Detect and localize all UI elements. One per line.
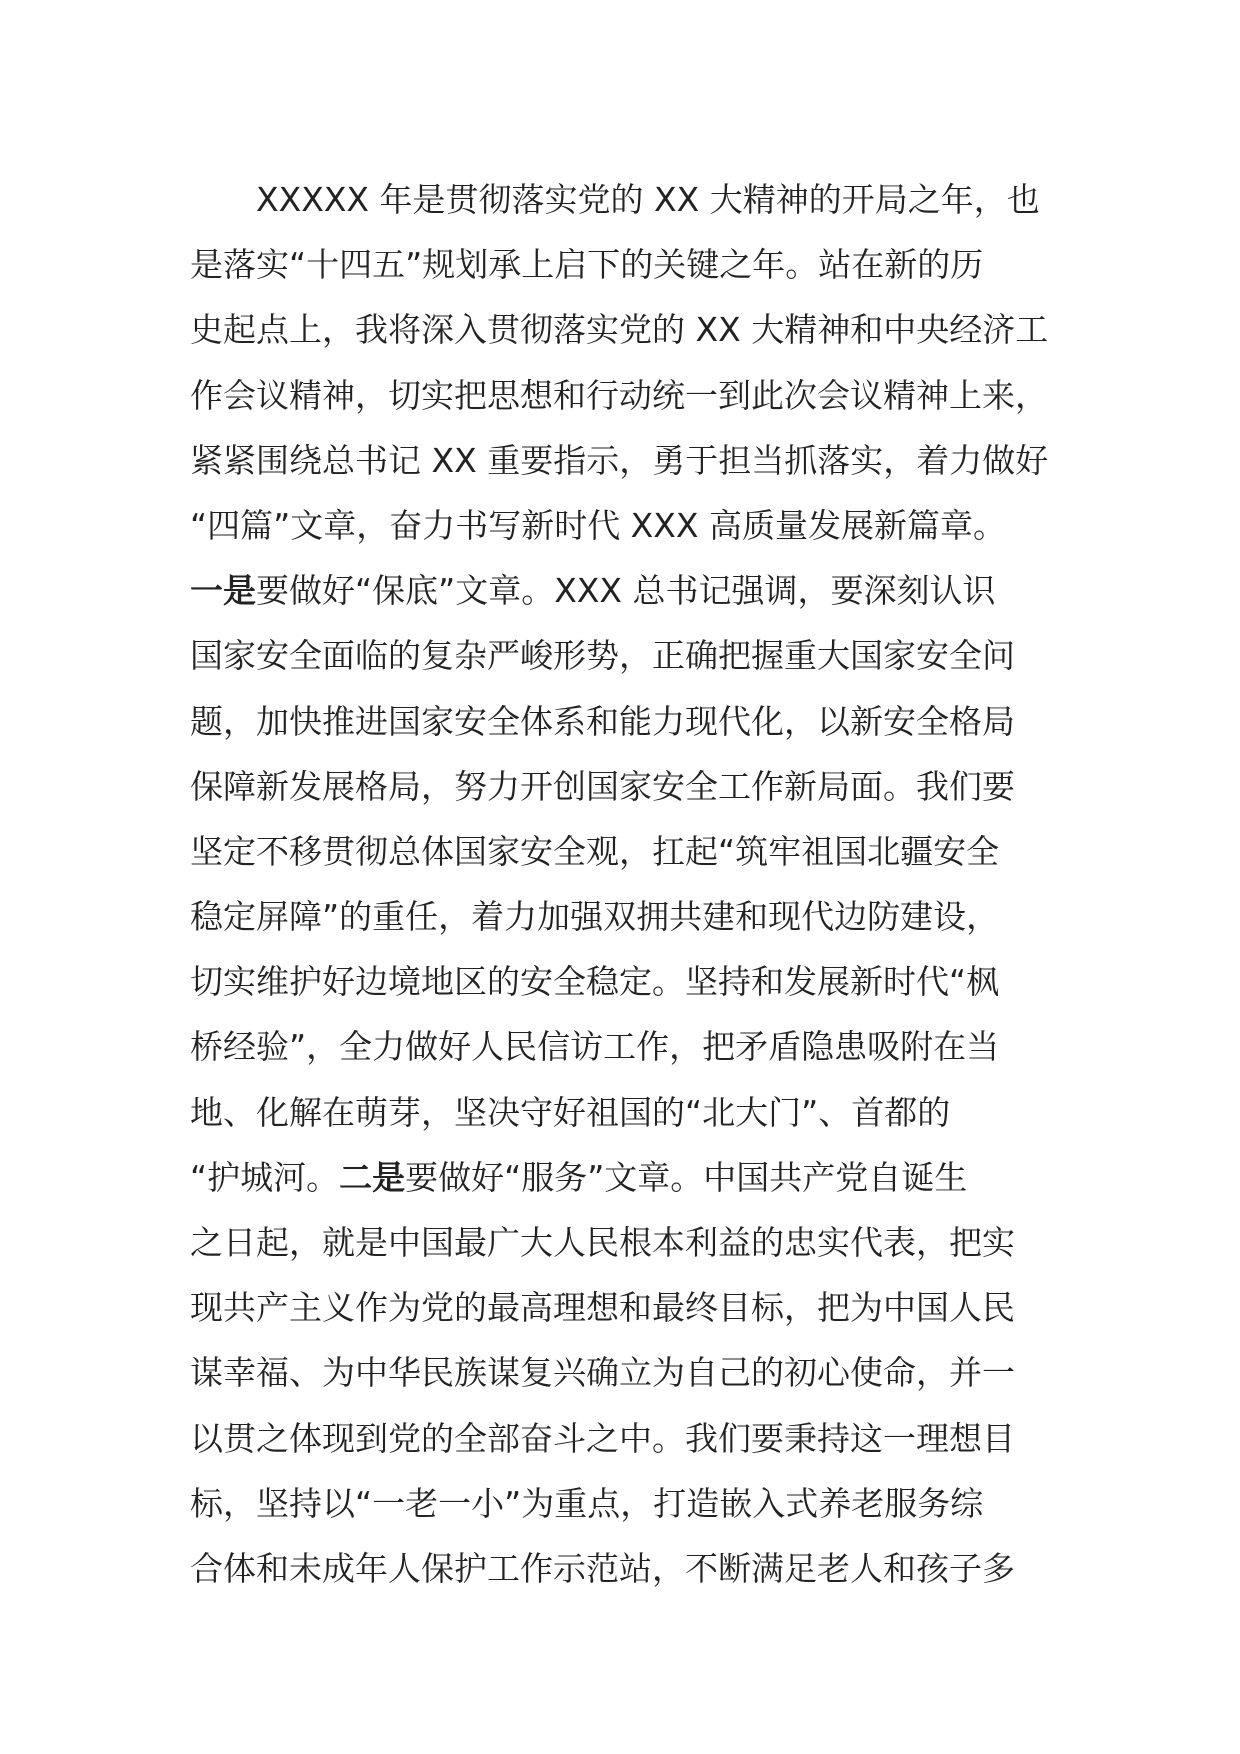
text-line: 保障新发展格局，努力开创国家安全工作新局面。我们要 [190,766,1015,806]
text-line: 是落实“十四五”规划承上启下的关键之年。站在新的历 [190,245,984,285]
text-line-content: 要做好“服务”文章。中国共产党自诞生 [405,1157,968,1197]
point-marker-first: 一是 [190,571,256,611]
text-line: 谋幸福、为中华民族谋复兴确立为自己的初心使命，并一 [190,1353,1015,1393]
text-line: 现共产主义作为党的最高理想和最终目标，把为中国人民 [190,1288,1015,1328]
body-text [190,167,1070,1601]
text-line: 紧紧围绕总书记 XX 重要指示，勇于担当抓落实，着力做好 [190,440,1049,480]
text-line [190,167,1070,232]
text-line: 作会议精神，切实把思想和行动统一到此次会议精神上来， [190,375,1048,415]
text-line: 题，加快推进国家安全体系和能力现代化，以新安全格局 [190,701,1015,741]
text-line: 国家安全面临的复杂严峻形势，正确把握重大国家安全问 [190,636,1015,676]
text-line: 切实维护好边境地区的安全稳定。坚持和发展新时代“枫 [190,962,1000,1002]
text-line: 以贯之体现到党的全部奋斗之中。我们要秉持这一理想目 [190,1418,1015,1458]
text-line: 桥经验”，全力做好人民信访工作，把矛盾隐患吸附在当 [190,1027,1000,1067]
text-line: 坚定不移贯彻总体国家安全观，扛起“筑牢祖国北疆安全 [190,831,1000,871]
text-line [190,1145,1070,1210]
text-line [190,558,1070,623]
text-line: 史起点上，我将深入贯彻落实党的 XX 大精神和中央经济工 [190,310,1049,350]
text-line-content: XXXXX 年是贯彻落实党的 XX 大精神的开局之年，也 [256,180,1040,219]
text-line: “四篇”文章，奋力书写新时代 XXX 高质量发展新篇章。 [190,505,1006,545]
text-line: 标，坚持以“一老一小”为重点，打造嵌入式养老服务综 [190,1483,984,1523]
text-line-content: “护城河。 [190,1157,340,1197]
point-marker-second: 二是 [339,1157,406,1197]
text-line: 稳定屏障”的重任，着力加强双拥共建和现代边防建设， [190,897,1000,937]
text-line-content: 要做好“保底”文章。XXX 总书记强调，要深刻认识 [256,571,996,611]
text-line: 地、化解在萌芽，坚决守好祖国的“北大门”、首都的 [190,1092,951,1132]
text-line: 之日起，就是中国最广大人民根本利益的忠实代表，把实 [190,1223,1015,1262]
text-line: 合体和未成年人保护工作示范站，不断满足老人和孩子多 [190,1548,1015,1588]
